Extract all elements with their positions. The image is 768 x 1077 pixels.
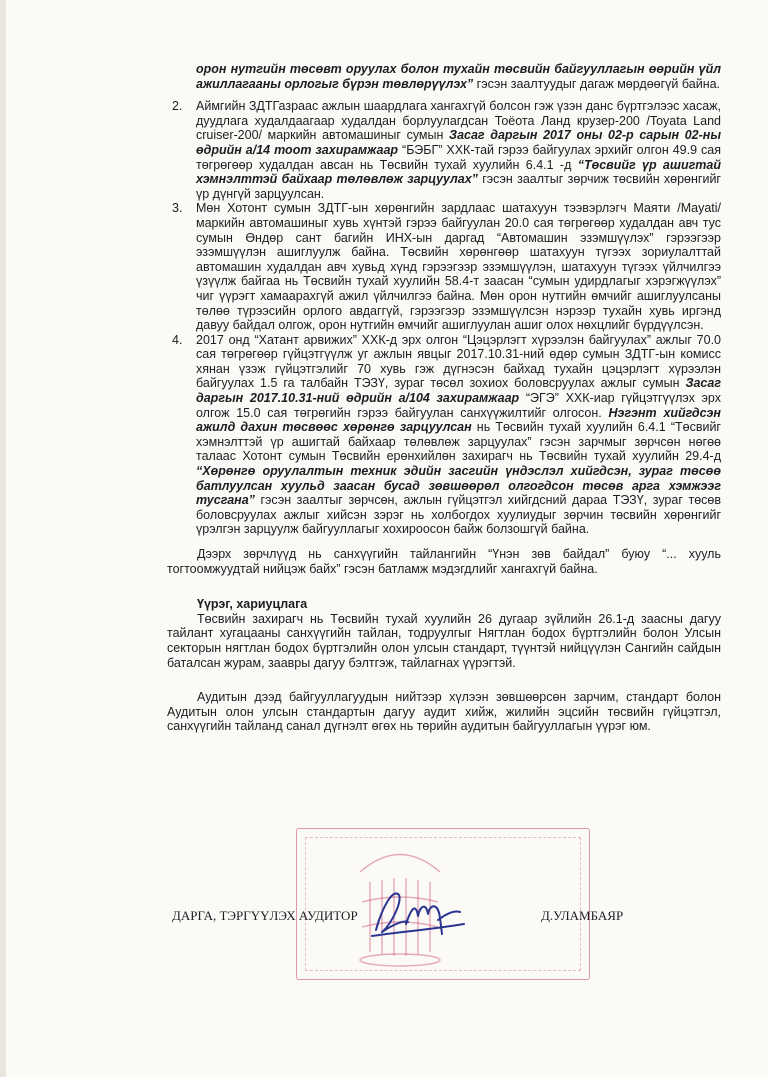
signatory-name: Д.УЛАМБАЯР bbox=[541, 908, 624, 923]
item-number: 2. bbox=[172, 99, 183, 114]
duty-paragraph: Төсвийн захирагч нь Төсвийн тухай хуулийн 26 дугаар зүйлийн 26.1-д заасны дагуу тайлант хугацааны санхүүгийн тайлан, тодруулгыг Нягтлан бодох бүртгэлийн болон Улсын секторын нягтлан бодох бүртгэлийн олон улсын стандарт, түүнтэй нийцүүлэн Сангийн сайдын баталсан журам, заавры дагуу бэлтгэж, тайлагнах үүрэгтэй. bbox=[167, 611, 721, 670]
document-body bbox=[167, 62, 721, 734]
item-text: гэсэн заалтыг зөрчсөн, ажлын гүйцэтгэл хийгдсний дараа ТЭЗҮ, зураг төсөв боловсруулах ажлыг хийсэн зэрэг нь холбогдох хуулиудыг зөрчин төсвийн хөрөнгийг үрэлгэн зарцуулж байгууллагыг хохироосон байж болзошгүй байна. bbox=[196, 493, 721, 537]
finding-item-2 bbox=[167, 99, 721, 201]
item-text: нь Төсвийн тухай хуулийн 6.4.1 “Төсвийг хэмнэлттэй үр ашигтай байхаар төлөвлөж зарцуулах” гэсэн зарчмыг зөрчсөн нөгөө талаас Хотонт сумын Төсвийн ерөнхийлөн захирагч нь Төсвийн тухай хуулийн 29.4-д bbox=[196, 420, 721, 464]
finding-item-3 bbox=[167, 201, 721, 332]
duty-heading: Үүрэг, хариуцлага bbox=[197, 597, 308, 612]
item-text: “БЭБГ” ХХК-тай гэрээ байгуулах эрхийг олгон 49.9 сая төгрөгөөр худалдан авсан нь Төсвийн тухай хуулийн 6.4.1 -д bbox=[196, 142, 721, 172]
item-emphasis: Нэгэнт хийгдсэн ажилд дахин төсвөөс хөрөнгө зарцуулсан bbox=[196, 405, 721, 435]
item-emphasis: Засаг даргын 2017.10.31-ний өдрийн а/104 захирамжаар bbox=[196, 376, 721, 406]
item-emphasis: “Хөрөнгө оруулалтын техник эдийн засгийн үндэслэл хийгдсэн, зураг төсөө батлуулсан хуульд заасан бусад зөвшөөрөл олгогдсон төсөв арга хэмжээг тусгана” bbox=[196, 464, 721, 508]
intro-text: гэсэн заалтуудыг дагаж мөрдөөгүй байна. bbox=[473, 76, 721, 91]
item-text: “ЭГЭ” ХХК-иар гүйцэтгүүлэх эрх олгож 15.0 сая төгрөгийн гэрээ байгуулан санхүүжилтийг олгосон. bbox=[196, 391, 721, 420]
item-text: Аймгийн ЗДТГазраас ажлын шаардлага хангахгүй болсон гэж үзэн данс бүртгэлээс хасаж, дуудлага худалдаагаар худалдан борлуулагдсан Тоёота Ланд крузер-200 /Toyata Land cruiser-200/ маркийн автомашиныг сумын bbox=[196, 99, 721, 143]
intro-paragraph bbox=[167, 62, 721, 91]
summary-paragraph: Дээрх зөрчлүүд нь санхүүгийн тайлангийн “Үнэн зөв байдал” буюу “... хууль тогтоомжуудтай нийцэж байх” гэсэн батламж мэдэгдлийг хангахгүй байна. bbox=[167, 547, 721, 576]
signatory-role: ДАРГА, ТЭРГҮҮЛЭХ АУДИТОР bbox=[172, 908, 358, 923]
signature-line bbox=[167, 906, 721, 930]
page-edge bbox=[0, 0, 6, 1077]
item-text: гэсэн заалтыг зөрчиж төсвийн хөрөнгийг үр дүнгүй зарцуулсан. bbox=[196, 172, 721, 201]
item-text: Мөн Хотонт сумын ЗДТГ-ын хөрөнгийн зардлаас шатахуун тээвэрлэгч Маяти /Mayati/ маркийн автомашиныг хувь хүнтэй гэрээ байгуулан 20.0 сая төгрөгөөр худалдан авч тус сумын Өндөр сант багийн ИНХ-ын даргад “Автомашин эзэмшүүлэх” гэрээгээр эзэмшүүлэн ашиглуулж байна. Төсвийн хөрөнгөөр шатахуун түгээх зориулалттай автомашин худалдан авч хувьд хүнд гэрээгээр эзэмшүүлэн, шатахуун түгээх үйлчилгээ үзүүлж байгаа нь Төсвийн тухай хуулийн 58.4-т заасан “сумын удирдлагыг хэрэгжүүлэх” чиг үүрэгт хамаарахгүй ажил үйлчилгээ байна. Мөн орон нутгийн өмчийг ашиглуулсаны төлөө түрээсийн орлого авдаггүй, гэрээгээр эзэмшүүлсэн нэрээр тухайн хувь иргэнд давуу байдал олгож, орон нутгийн өмчийг ашиглуулан ашиг олох нөхцлийг бүрдүүлсэн. bbox=[196, 201, 721, 333]
item-text: 2017 онд “Хатант арвижих” ХХК-д эрх олгон “Цэцэрлэгт хүрээлэн байгуулах” ажлыг 70.0 сая төгрөгөөр гүйцэтгүүлж уг ажлын явцыг 2017.10.31-ний өдөр сумын ЗДТГ-ын комисс хянан үзэж гүйцэтгэлийг 70 хувь гэж дүгнэсэн байхад тухайн цэцэрлэгт хүрээлэн байгуулах 1.5 га талбайн ТЭЗҮ, зураг төсөл зохиох боловсруулах ажлыг сумын bbox=[196, 332, 721, 391]
item-emphasis: Засаг даргын 2017 оны 02-р сарын 02-ны өдрийн а/14 тоот захирамжаар bbox=[196, 128, 721, 157]
intro-emphasis: орон нутгийн төсөвт оруулах болон тухайн төсвийн байгууллагын өөрийн үйл ажиллагааны орлогыг бүрэн төвлөрүүлэх” bbox=[196, 62, 721, 91]
item-emphasis: “Төсвийг үр ашигтай хэмнэлттэй байхаар төлөвлөж зарцуулах” bbox=[196, 157, 721, 187]
item-number: 3. bbox=[172, 201, 183, 216]
closing-paragraph: Аудитын дээд байгууллагуудын нийтээр хүлээн зөвшөөрсөн зарчим, стандарт болон Аудитын олон улсын стандартын дагуу аудит хийж, жилийн эцсийн төсвийн гүйцэтгэл, санхүүгийн тайланд санал дүгнэлт өгөх нь төрийн аудитын байгууллагын үүрэг юм. bbox=[167, 690, 721, 734]
item-number: 4. bbox=[172, 332, 183, 347]
finding-item-4 bbox=[167, 333, 721, 537]
